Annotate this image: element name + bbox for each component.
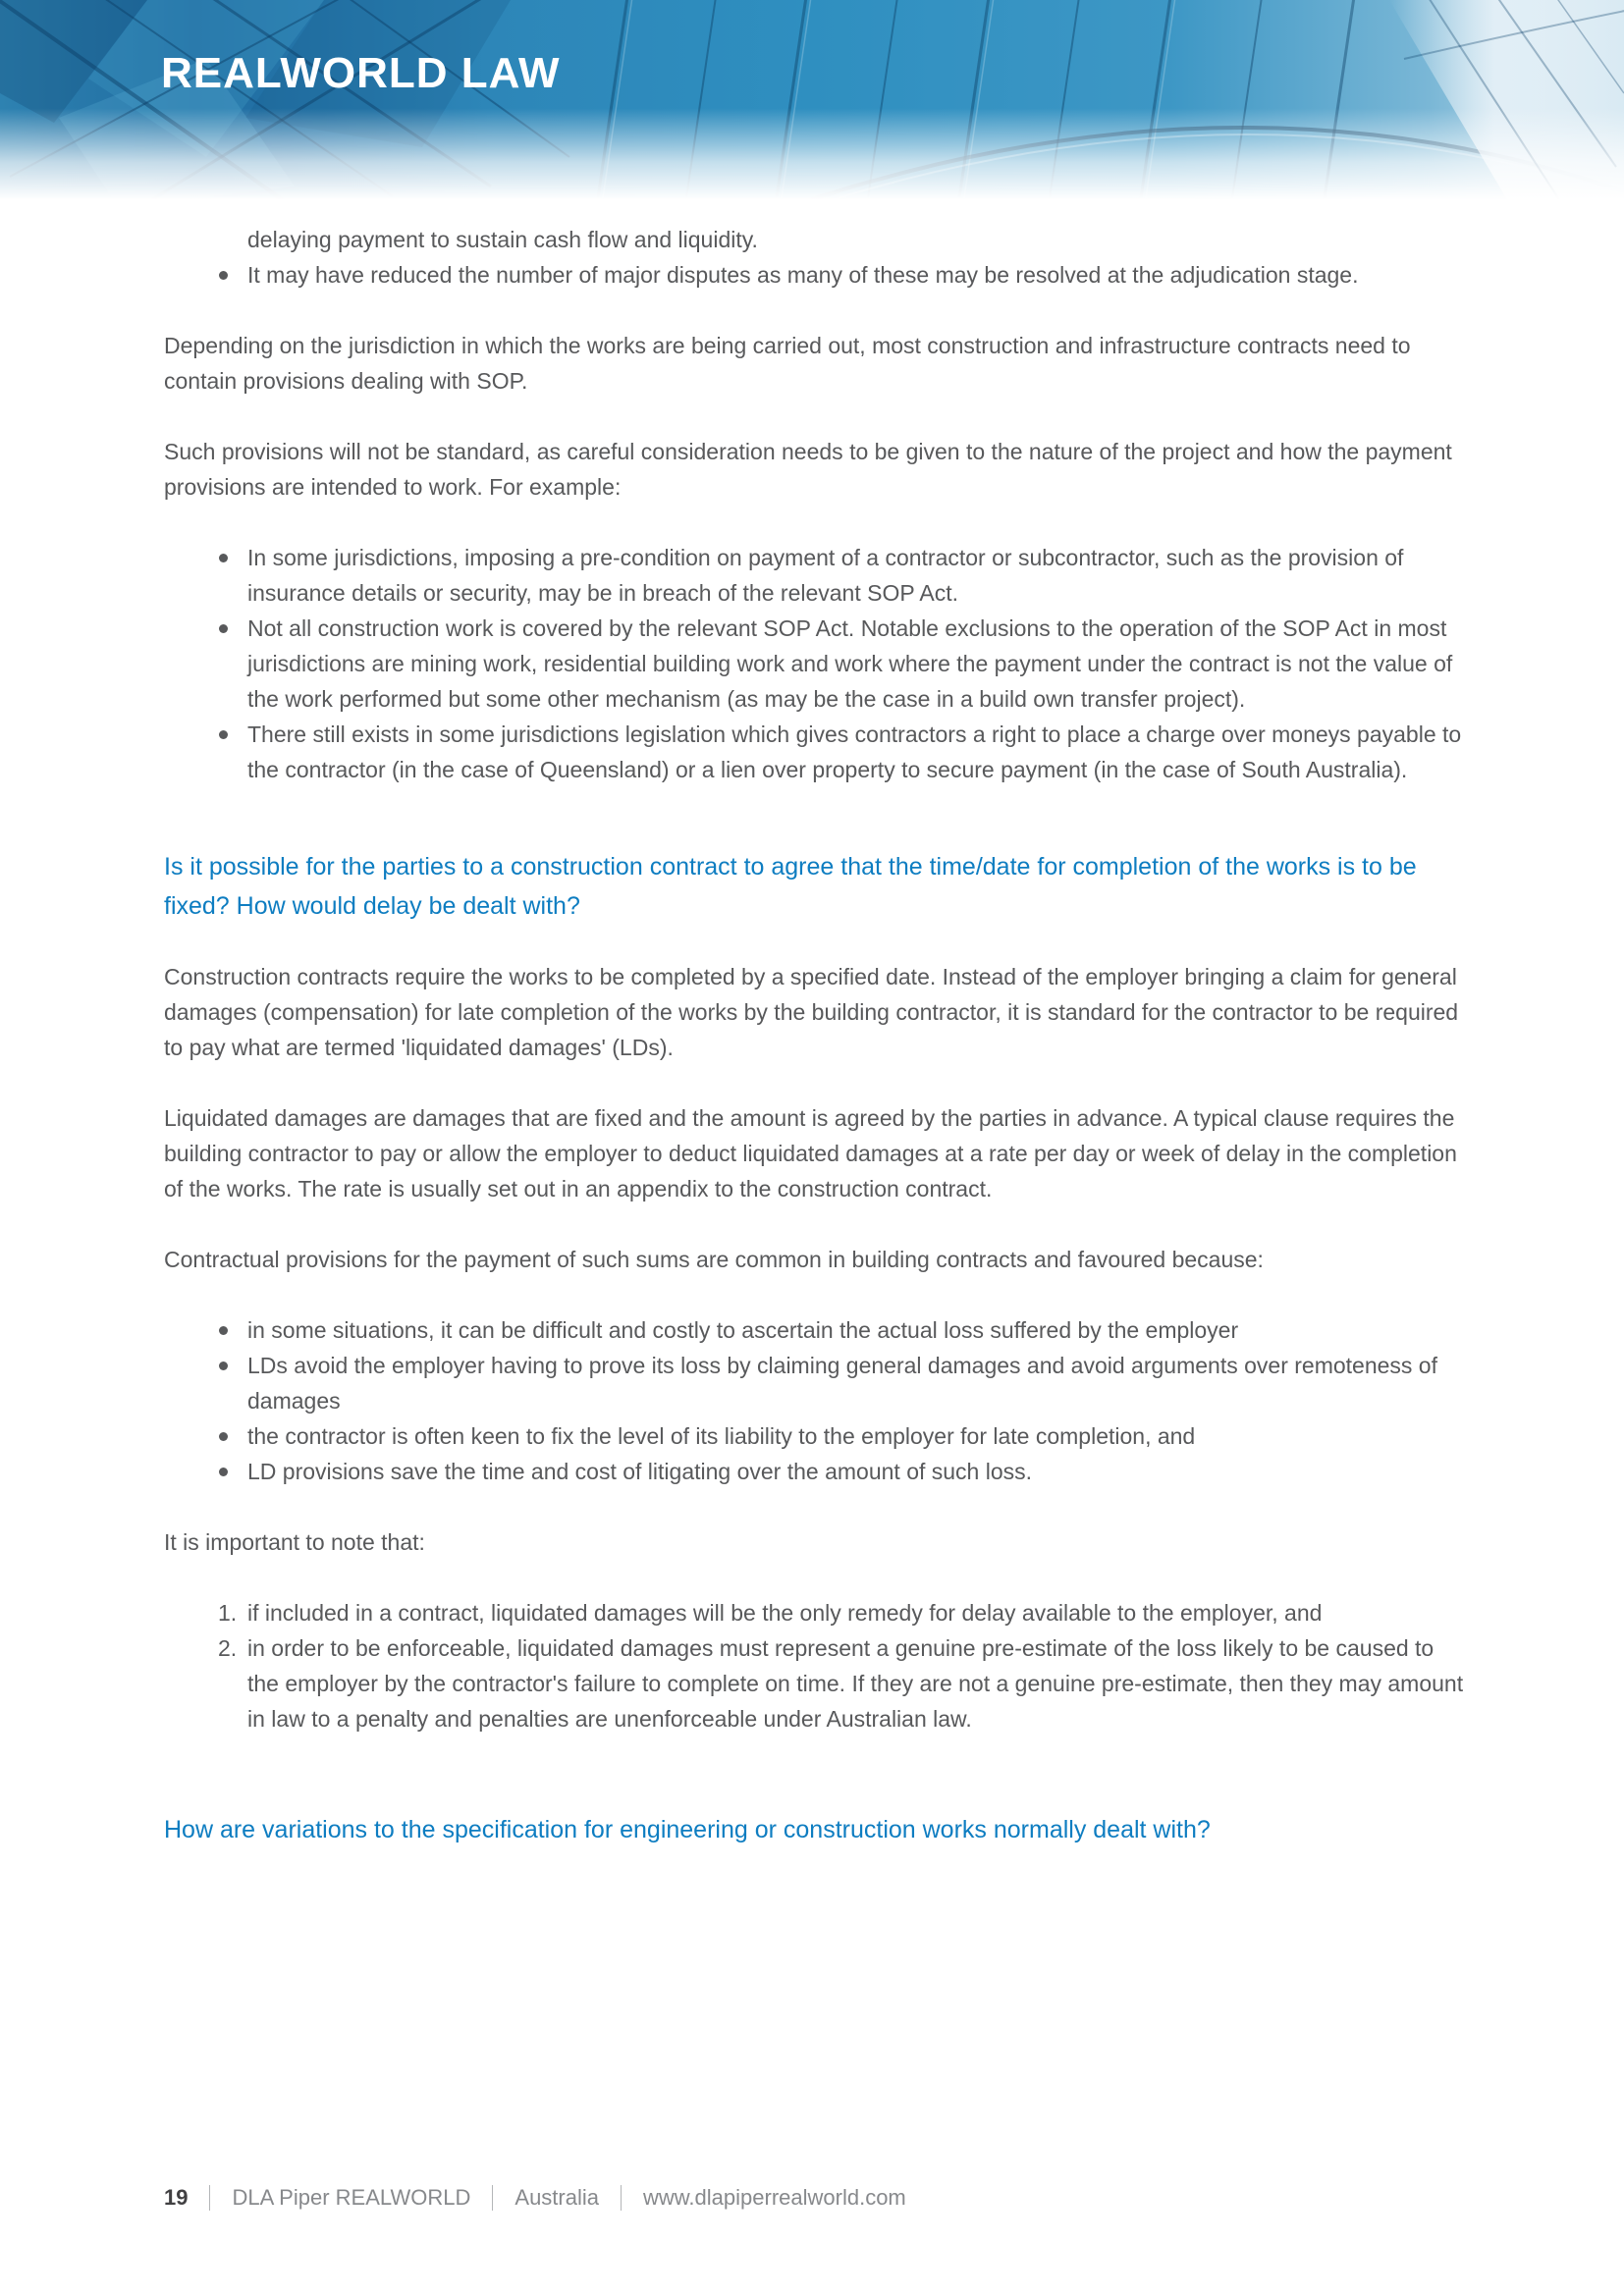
brand-title: REALWORLD LAW [161,49,561,97]
bullet-item [164,257,1470,293]
footer-divider [492,2185,493,2211]
paragraph-liquidated: Liquidated damages are damages that are fixed and the amount is agreed by the parties in advance. A typical clause requires the building contractor to pay or allow the employer to deduct liquidated damages at a rate per day or week of delay in the completion of the works. The rate is usually set out in an appendix to the construction contract. [164,1105,1457,1201]
bullet-item-text: Not all construction work is covered by the relevant SOP Act. Notable exclusions to the operation of the SOP Act in most jurisdictions are mining work, residential building work and work where the payment under the contract is not the value of the work performed but some other mechanism (as may be the case in a build own transfer project). [247,615,1453,712]
bullet-item [164,540,1470,611]
bullet-list-adjudication [164,257,1470,293]
bullet-icon [219,624,228,633]
numbered-item [164,1630,1470,1736]
paragraph-jurisdiction: Depending on the jurisdiction in which the works are being carried out, most construction and infrastructure contracts need to contain provisions dealing with SOP. [164,333,1411,394]
footer-brand: DLA Piper REALWORLD [232,2185,471,2210]
bullet-item-text: There still exists in some jurisdictions legislation which gives contractors a right to place a charge over moneys payable to the contractor (in the case of Queensland) or a lien over property to secure payment (in the case of South Australia). [247,721,1462,782]
bullet-item [164,1454,1470,1489]
bullet-list-ld [164,1312,1470,1489]
bullet-item-text: the contractor is often keen to fix the level of its liability to the employer for late completion, and [247,1423,1196,1449]
header-building-image [0,0,1624,208]
page-number: 19 [164,2185,189,2210]
page-footer [164,2185,906,2211]
bullet-icon [219,554,228,562]
footer-region: Australia [514,2185,599,2210]
paragraph-provisions: Such provisions will not be standard, as careful consideration needs to be given to the nature of the project and how the payment provisions are intended to work. For example: [164,439,1452,500]
numbered-item-text: if included in a contract, liquidated damages will be the only remedy for delay available to the employer, and [247,1600,1323,1626]
bullet-item-text: In some jurisdictions, imposing a pre-condition on payment of a contractor or subcontractor, such as the provision of insurance details or security, may be in breach of the relevant SOP Act. [247,545,1404,606]
bullet-item-text: LDs avoid the employer having to prove its loss by claiming general damages and avoid arguments over remoteness of damages [247,1353,1437,1414]
paragraph-note: It is important to note that: [164,1529,425,1555]
bullet-item [164,717,1470,787]
list-number: 1. [218,1600,238,1626]
footer-divider [209,2185,210,2211]
bullet-item [164,1312,1470,1348]
bullet-item [164,1418,1470,1454]
page-header [0,0,1624,208]
bullet-icon [219,1362,228,1370]
footer-divider [621,2185,622,2211]
paragraph-contractual: Contractual provisions for the payment of such sums are common in building contracts and favoured because: [164,1247,1264,1272]
bullet-icon [219,1468,228,1476]
bullet-continuation-line: delaying payment to sustain cash flow and liquidity. [247,227,758,252]
bullet-item [164,611,1470,717]
question-heading-completion: Is it possible for the parties to a construction contract to agree that the time/date for completion of the works is to be fixed? How would delay be dealt with? [164,853,1417,920]
bullet-icon [219,730,228,739]
paragraph-construction: Construction contracts require the works to be completed by a specified date. Instead of the employer bringing a claim for general damages (compensation) for late completion of the works by the building contractor, it is standard for the contractor to be required to pay what are termed 'liquidated damages' (LDs). [164,964,1459,1060]
numbered-item [164,1595,1470,1630]
bullet-item [164,1348,1470,1418]
page-content [164,222,1470,1849]
numbered-item-text: in order to be enforceable, liquidated damages must represent a genuine pre-estimate of the loss likely to be caused to the employer by the contractor's failure to complete on time. If they are not a genuine pre-estimate, then they may amount in law to a penalty and penalties are unenforceable under Australian law. [247,1635,1464,1732]
numbered-list-note [164,1595,1470,1736]
footer-url: www.dlapiperrealworld.com [642,2185,906,2210]
bullet-icon [219,1326,228,1335]
bullet-item-text: It may have reduced the number of major disputes as many of these may be resolved at the adjudication stage. [247,262,1359,288]
bullet-item-text: LD provisions save the time and cost of litigating over the amount of such loss. [247,1459,1033,1484]
bullet-item-text: in some situations, it can be difficult and costly to ascertain the actual loss suffered by the employer [247,1317,1239,1343]
bullet-list-sop [164,540,1470,787]
bullet-icon [219,1432,228,1441]
list-number: 2. [218,1635,238,1661]
question-heading-variations: How are variations to the specification for engineering or construction works normally dealt with? [164,1816,1211,1843]
bullet-icon [219,271,228,280]
